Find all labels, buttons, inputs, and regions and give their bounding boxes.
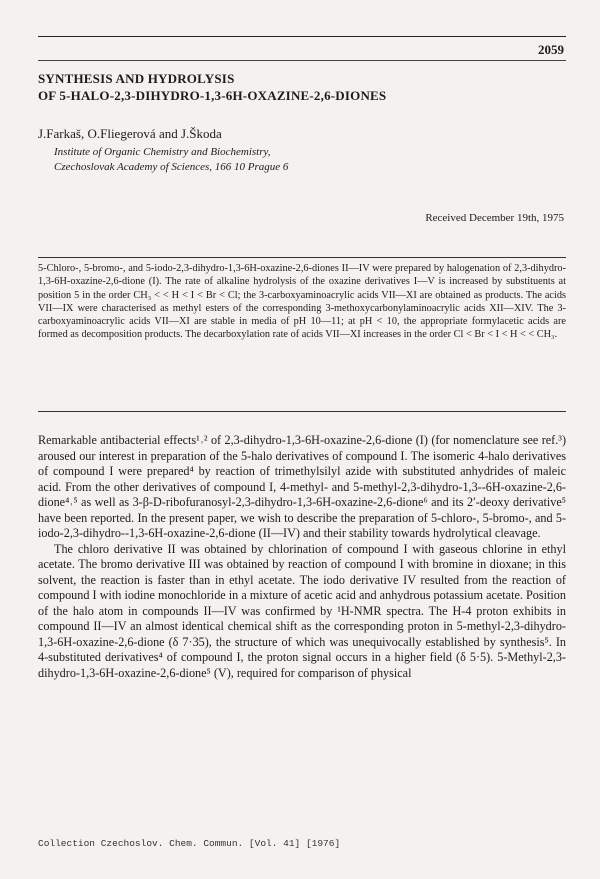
title-rule bbox=[38, 60, 566, 61]
affiliation-line-2: Czechoslovak Academy of Sciences, 166 10 Prague 6 bbox=[54, 161, 289, 173]
abstract: 5-Chloro-, 5-bromo-, and 5-iodo-2,3-dihydro-1,3-6H-oxazine-2,6-diones II—IV were prepared by halogenation of 2,3-dihydro-1,3-6H-oxazine-2,6-dione (I). The rate of alkaline hydrolysis of the oxazine derivatives I—V is increased by substituents at position 5 in the order CH₃ < < H < I < Br < Cl; the 3-carboxyaminoacrylic acids VII—XI are obtained as products. The acids VII—IX were characterised as methyl esters of the corresponding 3-methoxycarbonylaminoacrylic acids XII—XIV. The 3-carboxyaminoacrylic acids VII—XI are stable in media of pH 10—11; at pH < 10, the appropriate formylacetic acids are formed as decomposition products. The decarboxylation rate of acids VII—XI increases in the order Cl < Br < I < H < < CH₃. bbox=[38, 263, 566, 341]
title-line-2: OF 5-HALO-2,3-DIHYDRO-1,3-6H-OXAZINE-2,6-DIONES bbox=[38, 88, 387, 103]
received-date: Received December 19th, 1975 bbox=[425, 212, 564, 224]
authors: J.Farkaš, O.Fliegerová and J.Škoda bbox=[38, 126, 222, 141]
article-title bbox=[38, 70, 566, 104]
page-number: 2059 bbox=[538, 42, 564, 57]
journal-footer: Collection Czechoslov. Chem. Commun. [Vol. 41] [1976] bbox=[38, 838, 341, 849]
affiliation bbox=[54, 145, 288, 175]
abstract-bottom-rule bbox=[38, 411, 566, 412]
body-text bbox=[38, 433, 566, 681]
paragraph-2: The chloro derivative II was obtained by chlorination of compound I with gaseous chlorine in ethyl acetate. The bromo derivative III was obtained by reaction of compound I with bromine in dioxane; in this solvent, the reaction is faster than in ethyl acetate. The iodo derivative IV resulted from the reaction of compound I with iodine monochloride in a mixture of acetic acid and anhydrous potassium acetate. Position of the halo atom in compounds II—IV was confirmed by ¹H-NMR spectra. The H-4 proton exhibits in compound II—IV an almost identical chemical shift as the corresponding proton in 5-methyl-2,3-dihydro-1,3-6H-oxazine-2,6-dione (δ 7·35), the structure of which was unequivocally established by synthesis⁵. In 4-substituted derivatives⁴ of compound I, the proton signal occurs in a higher field (δ 5·5). 5-Methyl-2,3-dihydro-1,3-6H-oxazine-2,6-dione⁵ (V), required for comparison of physical bbox=[38, 541, 566, 680]
paragraph-1: Remarkable antibacterial effects¹˒² of 2,3-dihydro-1,3-6H-oxazine-2,6-dione (I) (for nomenclature see ref.³) aroused our interest in preparation of the 5-halo derivatives of compound I. The isomeric 4-halo derivatives of compound I were prepared⁴ by reaction of trimethylsilyl azide with substituted anhydrides of maleic acid. From the other derivatives of compound I, 4-methyl- and 5-methyl-2,3-dihydro-1,3--6H-oxazine-2,6-dione⁴˒⁵ as well as 3-β-D-ribofuranosyl-2,3-dihydro-1,3-6H-oxazine-2,6-dione⁶ and its 2′-deoxy derivative⁵ have been reported. In the present paper, we wish to describe the preparation of 5-chloro-, 5-bromo-, and 5-iodo-2,3-dihydro--1,3-6H-oxazine-2,6-dione (II—IV) and their stability towards hydrolytical cleavage. bbox=[38, 433, 566, 540]
abstract-top-rule bbox=[38, 257, 566, 258]
affiliation-line-1: Institute of Organic Chemistry and Biochemistry, bbox=[54, 146, 271, 158]
header-rule bbox=[38, 36, 566, 37]
title-line-1: SYNTHESIS AND HYDROLYSIS bbox=[38, 71, 235, 86]
